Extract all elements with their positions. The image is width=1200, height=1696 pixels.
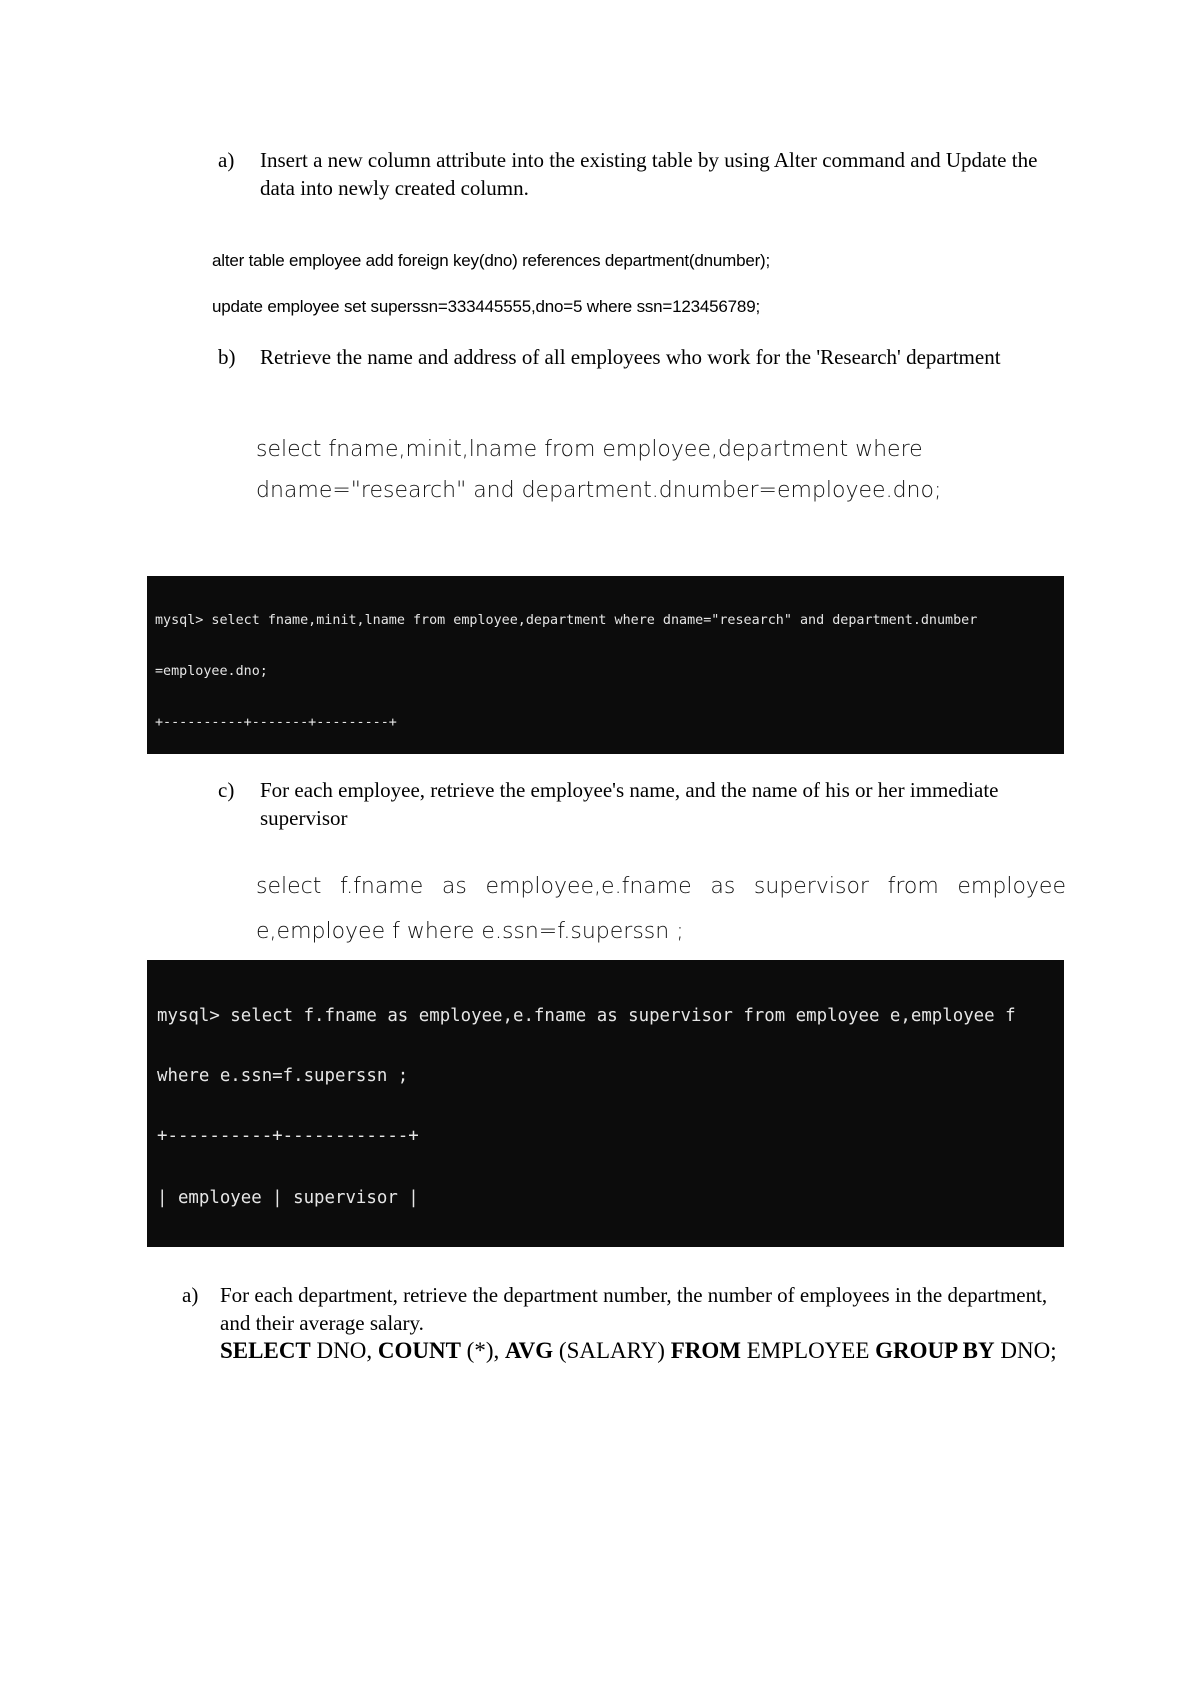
sql-d-token: COUNT	[377, 1338, 461, 1363]
sql-b-line2: dname="research" and department.dnumber=employee.dno;	[256, 478, 942, 503]
sql-d-token: DNO,	[310, 1338, 378, 1363]
terminal-b-command-line2: =employee.dno;	[155, 664, 268, 679]
question-a-marker: a)	[218, 148, 235, 172]
question-c	[218, 776, 1058, 832]
sql-alter: alter table employee add foreign key(dno) references department(dnumber);	[212, 251, 771, 270]
question-b	[218, 343, 1058, 371]
sql-d-token: (SALARY)	[553, 1338, 671, 1363]
terminal-c-header: | employee | supervisor |	[157, 1188, 419, 1208]
sql-d-token: SELECT	[220, 1338, 311, 1363]
sql-d-token: GROUP BY	[875, 1338, 995, 1363]
terminal-output-c	[147, 960, 1064, 1247]
sql-b	[256, 429, 1076, 511]
sql-c-line1: select f.fname as employee,e.fname as supervisor from employee	[256, 874, 1066, 899]
question-b-text: Retrieve the name and address of all employees who work for the 'Research' department	[260, 345, 1001, 369]
terminal-c-command-line2: where e.ssn=f.superssn ;	[157, 1066, 409, 1086]
terminal-b-border-top: +----------+-------+---------+	[155, 715, 397, 730]
terminal-c-border-top: +----------+------------+	[157, 1126, 419, 1146]
sql-c	[256, 864, 1066, 954]
question-c-marker: c)	[218, 778, 235, 802]
sql-d-token: DNO;	[994, 1338, 1057, 1363]
sql-update: update employee set superssn=333445555,dno=5 where ssn=123456789;	[212, 297, 760, 316]
question-d-text: For each department, retrieve the department number, the number of employees in the department, and their average salary.	[220, 1283, 1048, 1335]
sql-c-line2: e,employee f where e.ssn=f.superssn ;	[256, 919, 684, 944]
question-a-text: Insert a new column attribute into the existing table by using Alter command and Update the data into newly created column.	[260, 148, 1038, 200]
question-c-text: For each employee, retrieve the employee's name, and the name of his or her immediate supervisor	[260, 778, 999, 830]
question-d-marker: a)	[182, 1283, 199, 1307]
terminal-c-command-line1: mysql> select f.fname as employee,e.fname as supervisor from employee e,employee f	[157, 1006, 1016, 1026]
terminal-b-command-line1: mysql> select fname,minit,lname from employee,department where dname="research" and department.dnumber	[155, 613, 978, 628]
question-b-marker: b)	[218, 345, 236, 369]
sql-d-token: EMPLOYEE	[740, 1338, 876, 1363]
sql-d-token: FROM	[670, 1338, 741, 1363]
sql-d-token: AVG	[505, 1338, 554, 1363]
sql-d	[220, 1337, 1062, 1365]
sql-b-line1: select fname,minit,lname from employee,department where	[256, 437, 923, 462]
question-a	[218, 146, 1058, 202]
question-d	[182, 1281, 1062, 1365]
sql-d-token: (*),	[460, 1338, 505, 1363]
terminal-output-b	[147, 576, 1064, 754]
